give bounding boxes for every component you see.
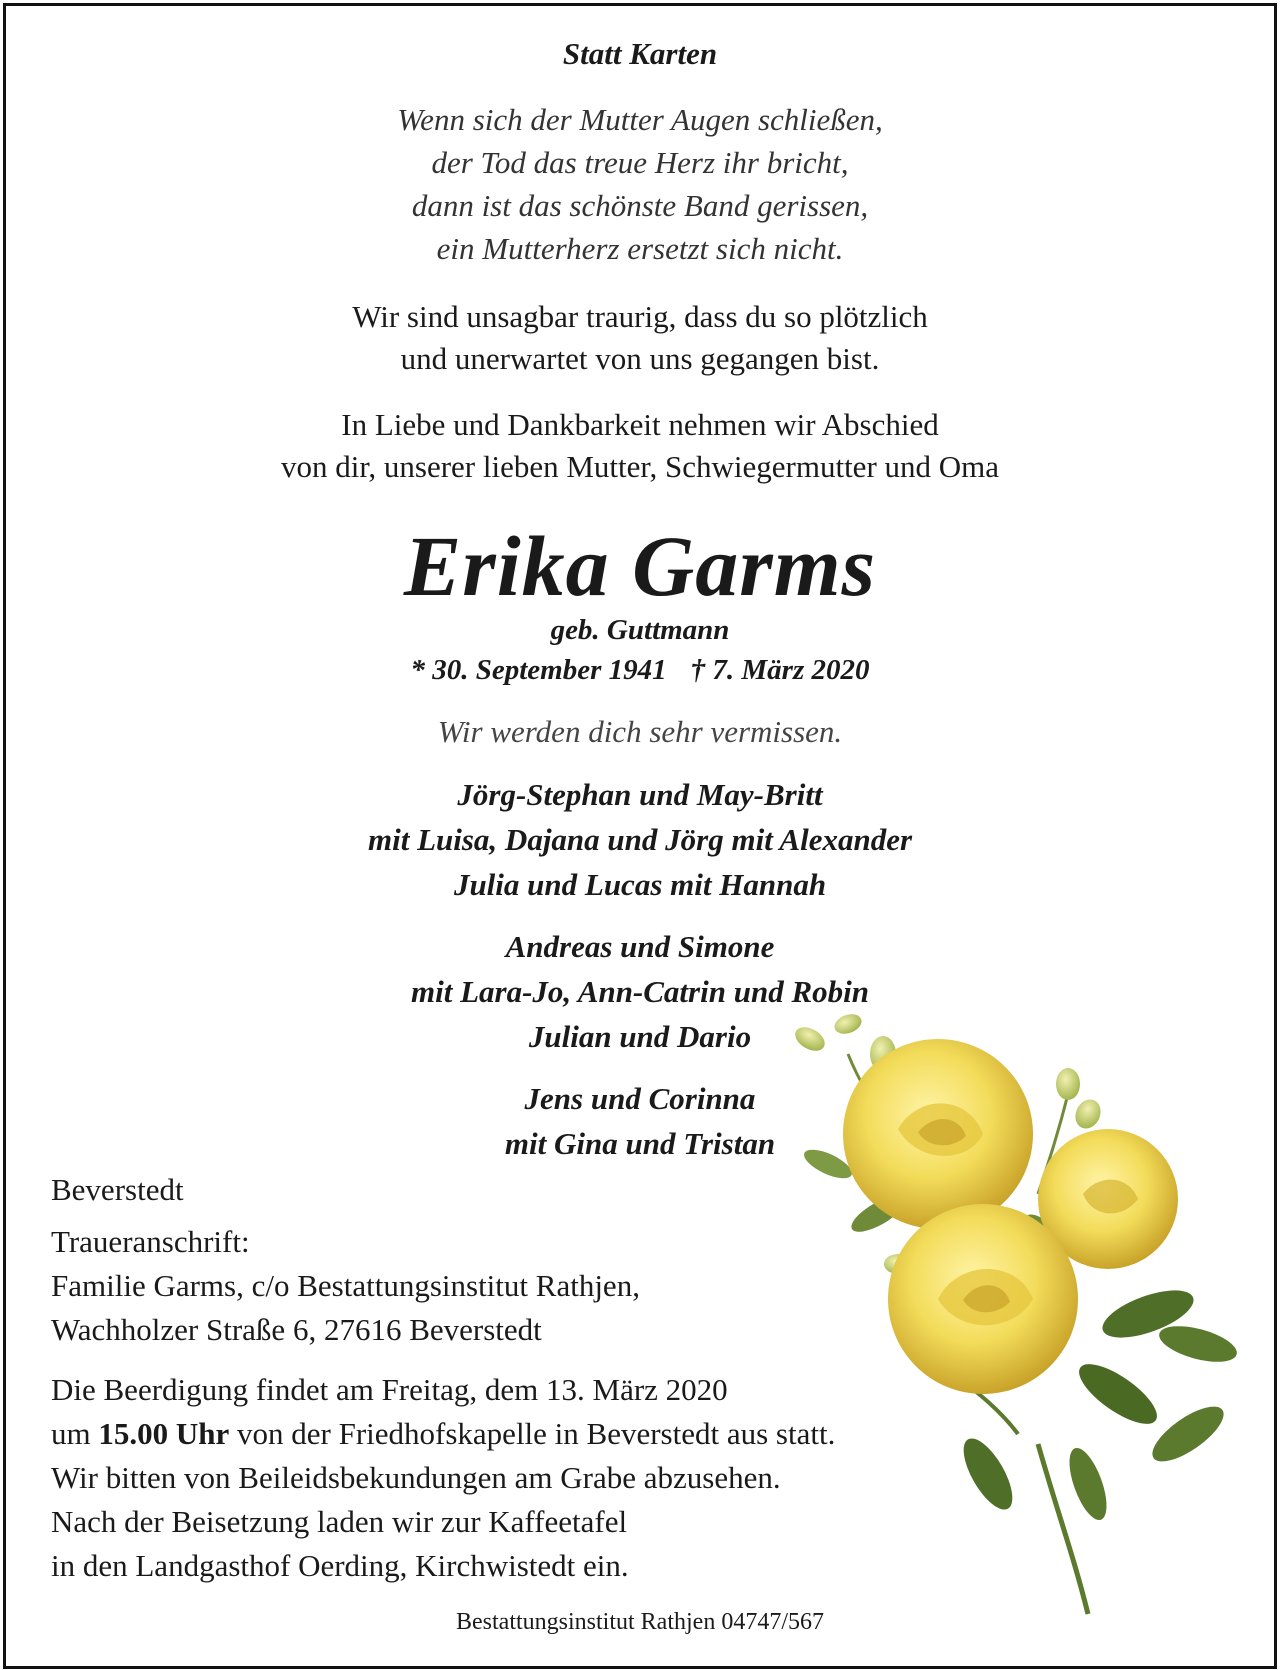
- funeral-time-suffix: von der Friedhofskapelle in Beverstedt aus statt.: [229, 1416, 836, 1451]
- life-dates: [6, 654, 1274, 687]
- miss-line: Wir werden dich sehr vermissen.: [437, 714, 843, 749]
- birth-date: * 30. September 1941: [410, 654, 667, 686]
- funeral-line: Wir bitten von Beileidsbekundungen am Grabe abzusehen.: [51, 1460, 781, 1495]
- poem-line: Wenn sich der Mutter Augen schließen,: [397, 102, 883, 137]
- funeral-line: in den Landgasthof Oerding, Kirchwistedt ein.: [51, 1548, 629, 1583]
- family-line: Jörg-Stephan und May-Britt: [457, 777, 823, 812]
- yellow-roses-illustration: [788, 1014, 1268, 1634]
- family-line: mit Lara-Jo, Ann-Catrin und Robin: [411, 974, 869, 1009]
- deceased-name: Erika Garms: [403, 518, 877, 614]
- poem-line: dann ist das schönste Band gerissen,: [411, 188, 869, 223]
- funeral-home-footer: Bestattungsinstitut Rathjen 04747/567: [456, 1609, 824, 1635]
- funeral-time-prefix: um: [51, 1416, 99, 1451]
- farewell-line: In Liebe und Dankbarkeit nehmen wir Abschied: [341, 407, 939, 442]
- intro-line: Wir sind unsagbar traurig, dass du so plötzlich: [352, 299, 928, 334]
- family-line: mit Gina und Tristan: [504, 1126, 776, 1161]
- death-date: † 7. März 2020: [690, 654, 870, 686]
- family-line: mit Luisa, Dajana und Jörg mit Alexander: [367, 822, 913, 857]
- obituary-notice: [3, 3, 1277, 1669]
- address-line: Wachholzer Straße 6, 27616 Beverstedt: [51, 1312, 542, 1347]
- family-line: Andreas und Simone: [505, 929, 775, 964]
- mourning-address: [51, 1220, 640, 1352]
- address-line: Familie Garms, c/o Bestattungsinstitut Rathjen,: [51, 1268, 640, 1303]
- funeral-time: 15.00 Uhr: [98, 1416, 230, 1451]
- address-label: Traueranschrift:: [51, 1224, 250, 1259]
- farewell-paragraph: [6, 404, 1274, 488]
- farewell-line: von dir, unserer lieben Mutter, Schwiegermutter und Oma: [280, 449, 1000, 484]
- family-line: Julia und Lucas mit Hannah: [453, 867, 827, 902]
- poem-line: ein Mutterherz ersetzt sich nicht.: [436, 231, 844, 266]
- funeral-info: [51, 1368, 835, 1588]
- poem: [6, 98, 1274, 270]
- funeral-line-time: [51, 1412, 835, 1456]
- family-line: Julian und Dario: [528, 1019, 752, 1054]
- born-name: geb. Guttmann: [550, 614, 730, 646]
- place-name: Beverstedt: [51, 1172, 184, 1207]
- statt-karten-heading: Statt Karten: [562, 36, 718, 71]
- family-group: [6, 772, 1274, 907]
- funeral-line: Die Beerdigung findet am Freitag, dem 13. März 2020: [51, 1372, 728, 1407]
- funeral-line: Nach der Beisetzung laden wir zur Kaffeetafel: [51, 1504, 628, 1539]
- poem-line: der Tod das treue Herz ihr bricht,: [431, 145, 849, 180]
- intro-line: und unerwartet von uns gegangen bist.: [400, 341, 880, 376]
- family-line: Jens und Corinna: [524, 1081, 756, 1116]
- intro-paragraph: [6, 296, 1274, 380]
